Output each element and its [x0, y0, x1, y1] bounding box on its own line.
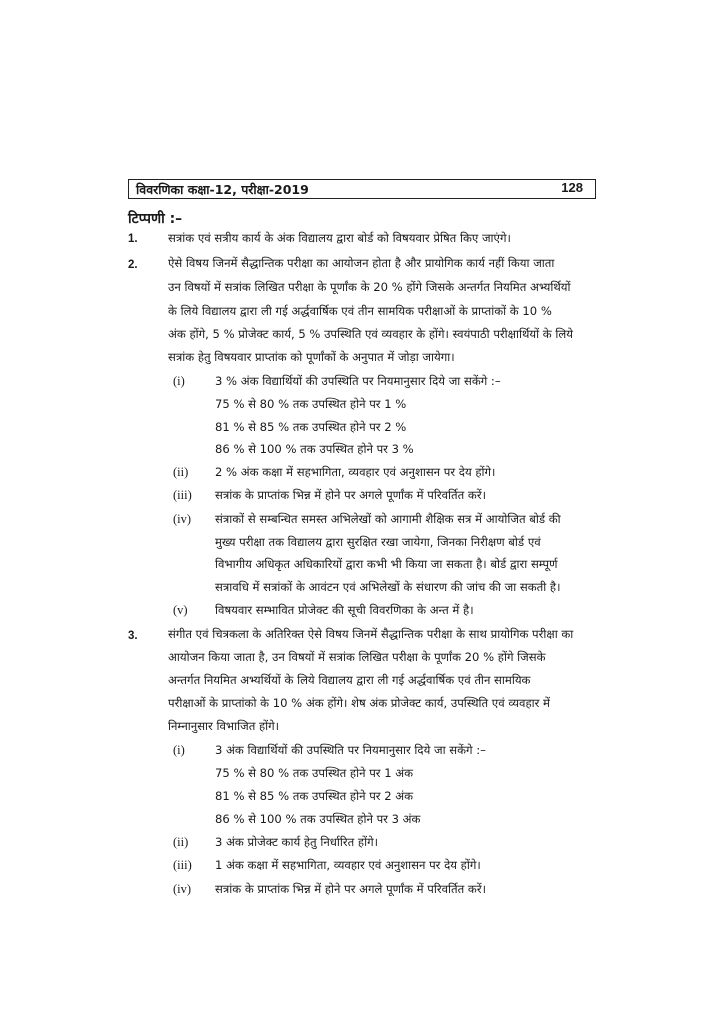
item-1-text: सत्रांक एवं सत्रीय कार्य के अंक विद्यालय द्वारा बोर्ड को विषयवार प्रेषित किए जाएंगे।	[168, 231, 511, 245]
item-3-line: संगीत एवं चित्रकला के अतिरिक्त ऐसे विषय जिनमें सैद्धान्तिक परीक्षा के साथ प्रायोगिक परीक्षा का	[168, 627, 574, 641]
item-2-sub-iv-line: विभागीय अधिकृत अधिकारियों द्वारा कभी भी किया जा सकता है। बोर्ड द्वारा सम्पूर्ण	[215, 557, 558, 571]
item-3-sub-iv-text: सत्रांक के प्राप्तांक भिन्न में होने पर अगले पूर्णांक में परिवर्तित करें।	[215, 882, 486, 896]
attendance-range: 81 % से 85 % तक उपस्थित होने पर 2 %	[215, 420, 407, 434]
item-3-sub-i-text: 3 अंक विद्यार्थियों की उपस्थिति पर नियमानुसार दिये जा सकेंगे :–	[215, 743, 486, 757]
page-number: 128	[561, 180, 583, 195]
item-2-line: अंक होंगे, 5 % प्रोजेक्ट कार्य, 5 % उपस्थिति एवं व्यवहार के होंगे। स्वयंपाठी परीक्षार्थियों के लिये	[168, 327, 573, 341]
item-2-sub-iv-line: सत्रावधि में सत्रांकों के आवंटन एवं अभिलेखों के संधारण की जांच की जा सकती है।	[215, 580, 561, 594]
attendance-range: 75 % से 80 % तक उपस्थित होने पर 1 %	[215, 397, 407, 411]
item-3-number: 3.	[128, 630, 138, 642]
item-2-sub-i-text: 3 % अंक विद्यार्थियों की उपस्थिति पर नियमानुसार दिये जा सकेंगे :–	[215, 374, 501, 388]
page-header	[128, 179, 596, 199]
item-2-line: ऐसे विषय जिनमें सैद्धान्तिक परीक्षा का आयोजन होता है और प्रायोगिक कार्य नहीं किया जाता	[168, 256, 555, 270]
attendance-range: 81 % से 85 % तक उपस्थित होने पर 2 अंक	[215, 789, 414, 803]
item-3-sub-iii-label: (iii)	[173, 858, 192, 872]
item-3-sub-ii-label: (ii)	[173, 835, 189, 849]
item-2-line: सत्रांक हेतु विषयवार प्राप्तांक को पूर्णांकों के अनुपात में जोड़ा जायेगा।	[168, 350, 455, 364]
attendance-range: 86 % से 100 % तक उपस्थित होने पर 3 अंक	[215, 812, 421, 826]
item-3-sub-i-label: (i)	[173, 743, 185, 757]
notes-heading: टिप्पणी :–	[128, 211, 183, 227]
item-3-line: निम्नानुसार विभाजित होंगे।	[168, 719, 280, 733]
item-2-sub-iii-label: (iii)	[173, 488, 192, 502]
item-2-sub-iv-line: संत्राकों से सम्बन्धित समस्त अभिलेखों को आगामी शैक्षिक सत्र में आयोजित बोर्ड की	[215, 512, 561, 526]
item-3-sub-iv-label: (iv)	[173, 882, 192, 896]
attendance-range: 86 % से 100 % तक उपस्थित होने पर 3 %	[215, 442, 414, 456]
header-title: विवरणिका कक्षा-12, परीक्षा-2019	[136, 182, 309, 197]
item-3-sub-iii-text: 1 अंक कक्षा में सहभागिता, व्यवहार एवं अनुशासन पर देय होंगे।	[215, 858, 481, 872]
item-2-line: उन विषयों में सत्रांक लिखित परीक्षा के पूर्णांक के 20 % होंगे जिसके अन्तर्गत नियमित अभ्यर्थियों	[168, 280, 571, 294]
item-2-sub-v-text: विषयवार सम्भावित प्रोजेक्ट की सूची विवरणिका के अन्त में है।	[215, 603, 474, 617]
item-3-line: परीक्षाओं के प्राप्तांको के 10 % अंक होंगे। शेष अंक प्रोजेक्ट कार्य, उपस्थिति एवं व्यवहार में	[168, 696, 550, 710]
item-2-sub-i-label: (i)	[173, 374, 185, 388]
item-2-sub-iv-line: मुख्य परीक्षा तक विद्यालय द्वारा सुरक्षित रखा जायेगा, जिनका निरीक्षण बोर्ड एवं	[215, 535, 541, 549]
attendance-range: 75 % से 80 % तक उपस्थित होने पर 1 अंक	[215, 766, 414, 780]
item-2-number: 2.	[128, 259, 138, 271]
item-3-line: आयोजन किया जाता है, उन विषयों में सत्रांक लिखित परीक्षा के पूर्णांक 20 % होंगे जिसके	[168, 650, 546, 664]
item-1-number: 1.	[128, 233, 138, 245]
item-2-sub-ii-text: 2 % अंक कक्षा में सहभागिता, व्यवहार एवं अनुशासन पर देय होंगे।	[215, 465, 496, 479]
item-2-sub-iv-label: (iv)	[173, 512, 192, 526]
item-2-line: के लिये विद्यालय द्वारा ली गई अर्द्धवार्षिक एवं तीन सामयिक परीक्षाओं के प्राप्तांकों के 10 %	[168, 304, 552, 318]
item-2-sub-ii-label: (ii)	[173, 465, 189, 479]
item-2-sub-iii-text: सत्रांक के प्राप्तांक भिन्न में होने पर अगले पूर्णांक में परिवर्तित करें।	[215, 488, 486, 502]
item-3-sub-ii-text: 3 अंक प्रोजेक्ट कार्य हेतु निर्धारित होंगे।	[215, 835, 379, 849]
item-3-line: अन्तर्गत नियमित अभ्यर्थियों के लिये विद्यालय द्वारा ली गई अर्द्धवार्षिक एवं तीन सामयिक	[168, 673, 531, 687]
item-2-sub-v-label: (v)	[173, 603, 188, 617]
